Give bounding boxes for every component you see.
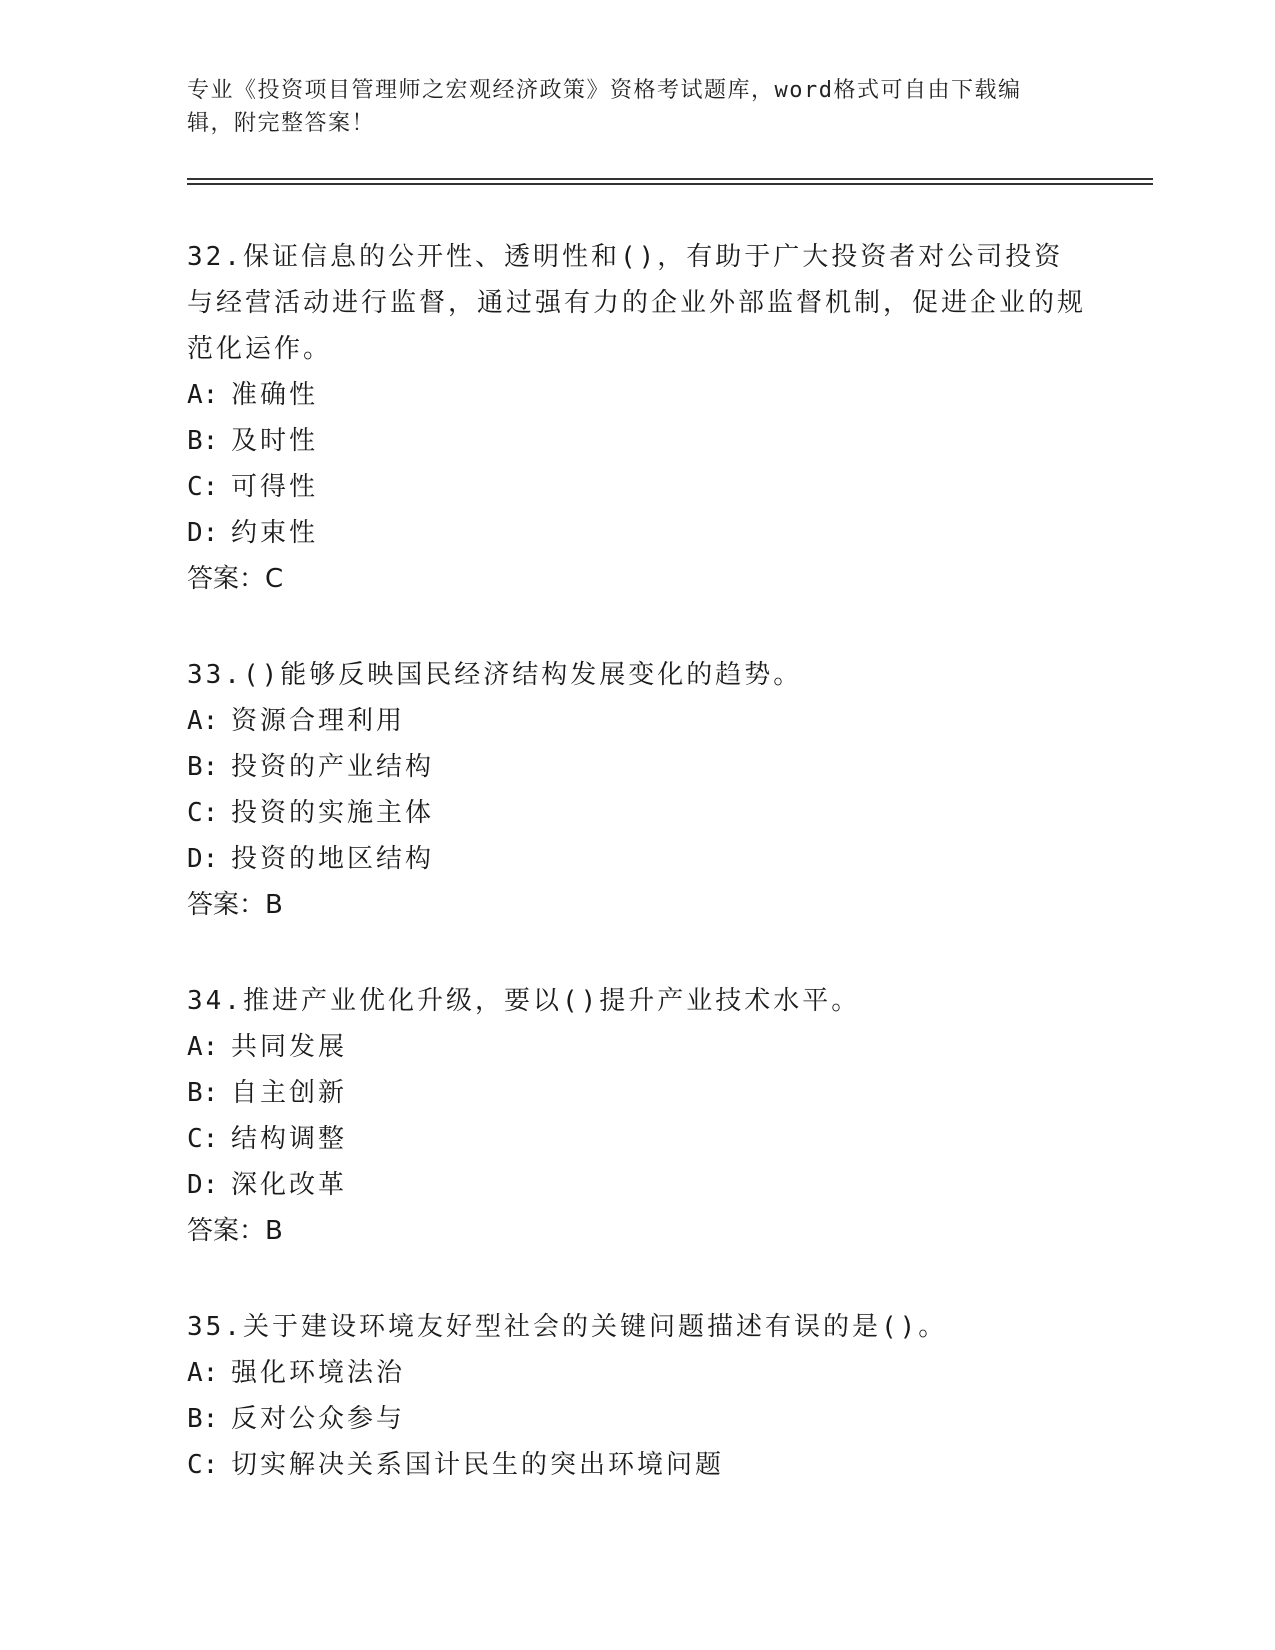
answer-line	[187, 556, 1087, 602]
option-label: D:	[187, 518, 219, 548]
question-text: 33.()能够反映国民经济结构发展变化的趋势。	[187, 660, 803, 690]
question-list	[187, 234, 1087, 1538]
option-label: B:	[187, 752, 219, 782]
option-label: C:	[187, 472, 219, 502]
option-d	[187, 510, 1087, 556]
question-32	[187, 234, 1087, 602]
option-c	[187, 1116, 1087, 1162]
option-text: 投资的产业结构	[231, 752, 435, 782]
option-text: 切实解决关系国计民生的突出环境问题	[231, 1450, 725, 1480]
option-label: C:	[187, 798, 219, 828]
option-b	[187, 418, 1087, 464]
option-label: C:	[187, 1450, 219, 1480]
answer-value: C	[265, 564, 284, 594]
option-text: 强化环境法治	[231, 1358, 406, 1388]
option-c	[187, 790, 1087, 836]
header-divider-top	[187, 178, 1153, 180]
question-text: 34.推进产业优化升级，要以()提升产业技术水平。	[187, 986, 861, 1016]
header-divider-bottom	[187, 183, 1153, 185]
option-a	[187, 698, 1087, 744]
option-text: 投资的地区结构	[231, 844, 435, 874]
option-c	[187, 464, 1087, 510]
option-text: 自主创新	[231, 1078, 348, 1108]
option-a	[187, 1024, 1087, 1070]
option-label: B:	[187, 426, 219, 456]
option-text: 结构调整	[231, 1124, 348, 1154]
option-text: 深化改革	[231, 1170, 348, 1200]
option-label: C:	[187, 1124, 219, 1154]
answer-prefix: 答案：	[187, 564, 266, 594]
answer-prefix: 答案：	[187, 890, 266, 920]
answer-value: B	[265, 890, 283, 920]
option-text: 可得性	[231, 472, 319, 502]
answer-line	[187, 1208, 1087, 1254]
header-line-2: 辑，附完整答案！	[187, 111, 376, 136]
question-text: 32.保证信息的公开性、透明性和()，有助于广大投资者对公司投资与经营活动进行监督，通过强有力的企业外部监督机制，促进企业的规范化运作。	[187, 242, 1087, 364]
answer-value: B	[265, 1216, 283, 1246]
option-label: D:	[187, 1170, 219, 1200]
header-line-1: 专业《投资项目管理师之宏观经济政策》资格考试题库，word格式可自由下载编	[187, 78, 1022, 103]
option-text: 投资的实施主体	[231, 798, 435, 828]
option-d	[187, 1162, 1087, 1208]
option-text: 反对公众参与	[231, 1404, 406, 1434]
option-label: A:	[187, 1032, 219, 1062]
option-text: 共同发展	[231, 1032, 348, 1062]
option-d	[187, 836, 1087, 882]
question-35	[187, 1304, 1087, 1488]
option-text: 资源合理利用	[231, 706, 406, 736]
answer-line	[187, 882, 1087, 928]
option-label: B:	[187, 1078, 219, 1108]
option-a	[187, 1350, 1087, 1396]
document-header	[187, 74, 1087, 140]
question-34	[187, 978, 1087, 1254]
question-text: 35.关于建设环境友好型社会的关键问题描述有误的是()。	[187, 1312, 948, 1342]
option-b	[187, 744, 1087, 790]
option-label: A:	[187, 1358, 219, 1388]
option-label: A:	[187, 706, 219, 736]
option-text: 准确性	[231, 380, 319, 410]
option-a	[187, 372, 1087, 418]
option-c	[187, 1442, 1087, 1488]
option-label: A:	[187, 380, 219, 410]
answer-prefix: 答案：	[187, 1216, 266, 1246]
option-label: D:	[187, 844, 219, 874]
option-text: 约束性	[231, 518, 319, 548]
question-33	[187, 652, 1087, 928]
option-b	[187, 1396, 1087, 1442]
option-label: B:	[187, 1404, 219, 1434]
option-b	[187, 1070, 1087, 1116]
option-text: 及时性	[231, 426, 319, 456]
